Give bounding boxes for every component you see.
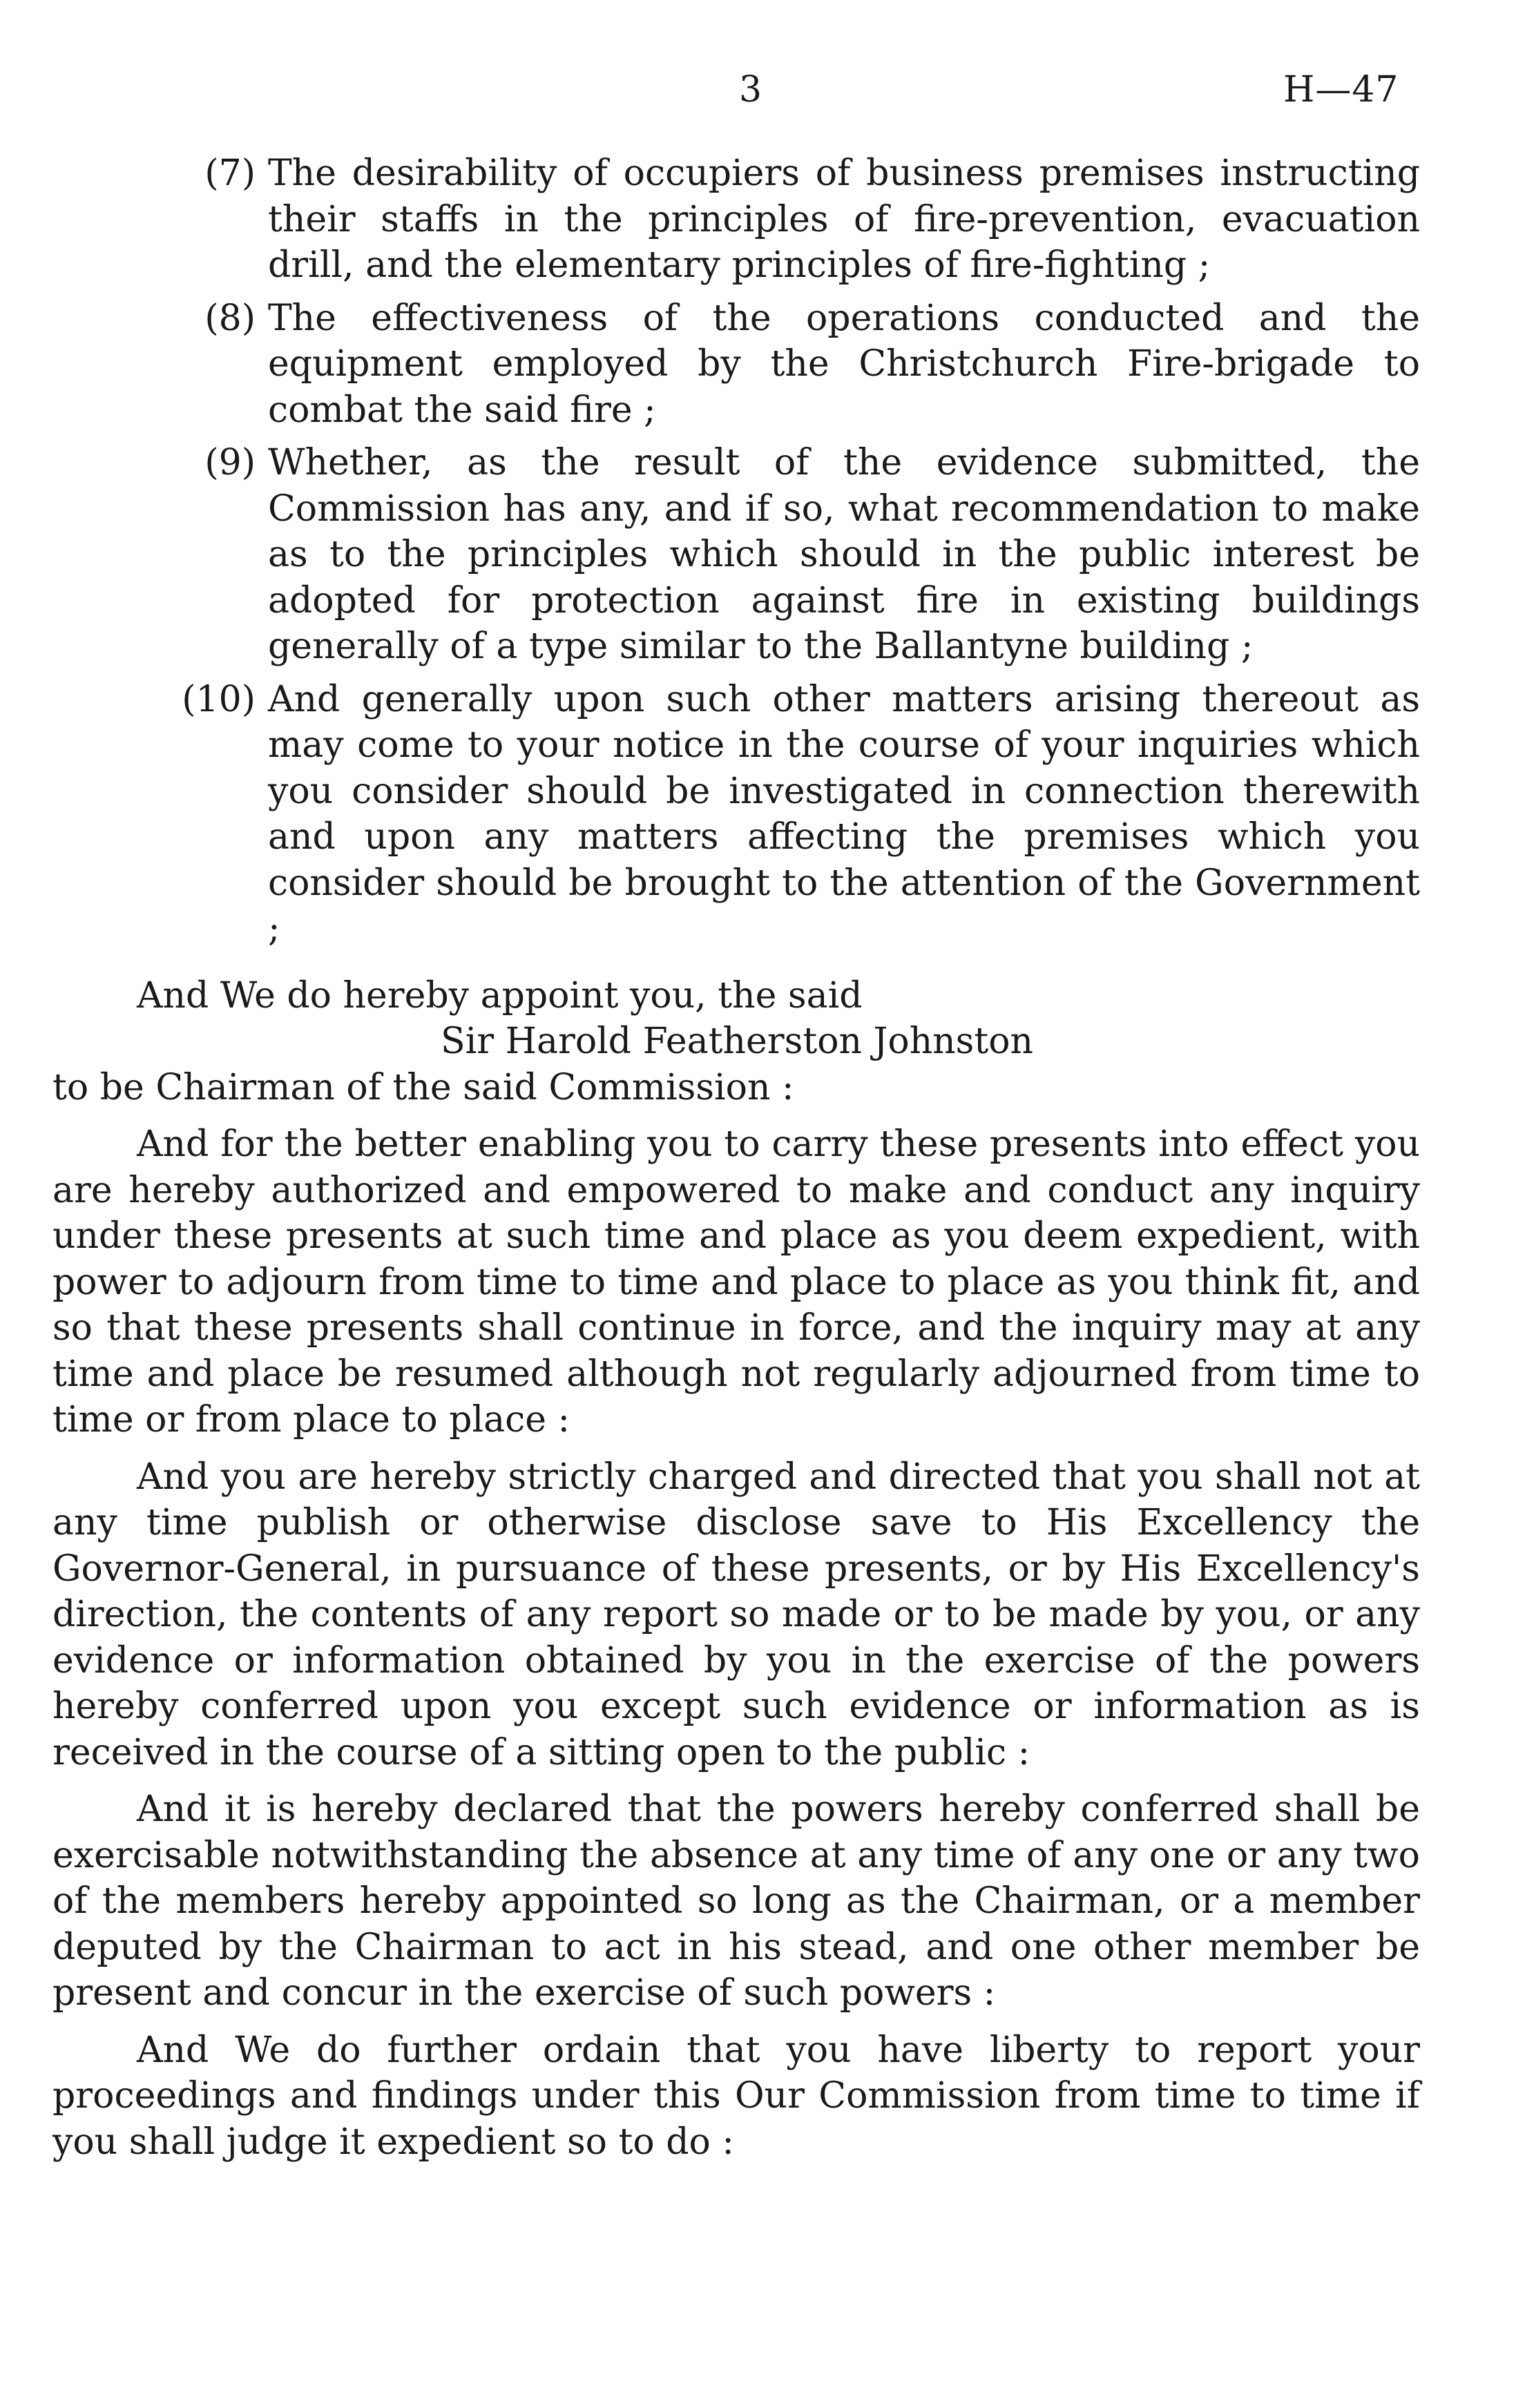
appointment-intro: And We do hereby appoint you, the said [137,974,863,1017]
paragraph-reporting: And We do further ordain that you have liberty to report your proceedings and findings under this Our Commission from time to time if you shall judge it expedient so to do : [52,2029,1420,2163]
item-number: (9) [204,442,256,483]
page-header [0,66,1516,114]
paragraph-confidentiality: And you are hereby strictly charged and directed that you shall not at any time publish or otherwise disclose save to His Excellency the Governor-General, in pursuance of these presents, or by His Excellency's direction, the contents of any report so made or to be made by you, or any evidence or information obtained by you in the exercise of the powers hereby conferred upon you except such evidence or information as is received in the course of a sitting open to the public : [52,1456,1420,1773]
item-number: (8) [204,297,256,339]
list-item-8 [52,296,1420,434]
paragraph-quorum: And it is hereby declared that the powers hereby conferred shall be exercisable notwithstanding the absence at any time of any one or any two of the members hereby appointed so long as the Chairman, or a member deputed by the Chairman to act in his stead, and one other member be present and concur in the exercise of such powers : [52,1789,1420,2014]
item-number: (7) [204,153,256,194]
item-text: Whether, as the result of the evidence submitted, the Commission has any, and if so, what recommendation to make as to the principles which should in the public interest be adopted for protection against fire in existing buildings generally of a type similar to the Ballantyne building ; [268,442,1420,667]
document-reference: H—47 [1283,69,1399,110]
item-text: And generally upon such other matters arising thereout as may come to your notice in the course of your inquiries which you consider should be investigated in connection therewith and upon any matters affecting the premises which you consider should be brought to the attention of the Government ; [268,678,1420,950]
list-item-10 [52,677,1420,952]
list-item-9 [52,440,1420,670]
item-text: The effectiveness of the operations conducted and the equipment employed by the Christchurch Fire-brigade to combat the said fire ; [268,297,1420,431]
chairman-name: Sir Harold Featherston Johnston [441,1021,1034,1062]
page-number: 3 [739,69,762,110]
paragraph-powers: And for the better enabling you to carry these presents into effect you are hereby authorized and empowered to make and conduct any inquiry under these presents at such time and place as you deem expedient, with power to adjourn from time to time and place to place as you think fit, and so that these presents shall continue in force, and the inquiry may at any time and place be resumed although not regularly adjourned from time to time or from place to place : [52,1124,1420,1441]
item-text: The desirability of occupiers of business premises instructing their staffs in the principles of fire-prevention, evacuation drill, and the elementary principles of fire-fighting ; [268,153,1420,286]
item-number: (10) [182,678,256,720]
document-body [52,151,1420,2165]
chairman-role: to be Chairman of the said Commission : [52,1066,794,1108]
list-item-7 [52,151,1420,289]
